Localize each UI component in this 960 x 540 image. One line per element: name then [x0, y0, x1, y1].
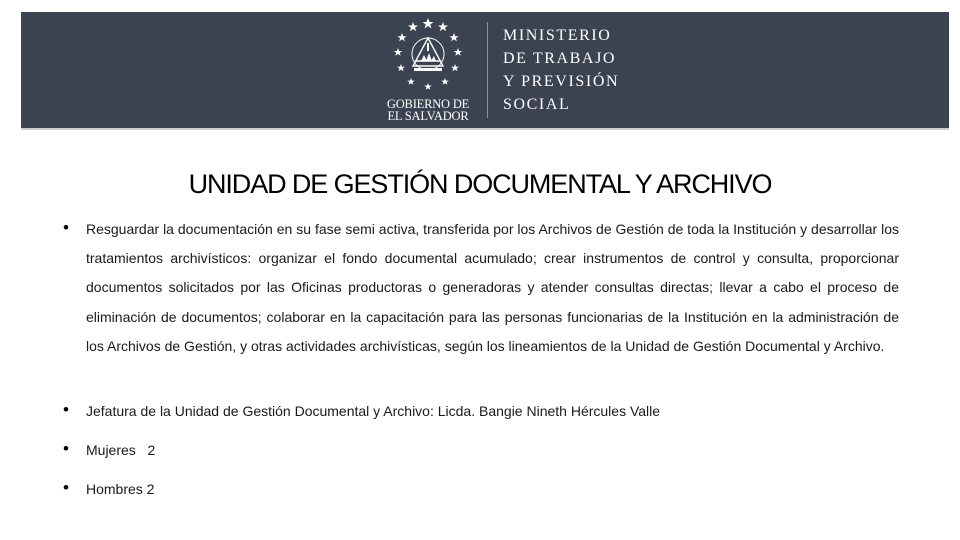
gobierno-line-2: EL SALVADOR: [387, 109, 469, 123]
star-icon: [449, 33, 458, 41]
bullet-icon: •: [63, 439, 69, 458]
gobierno-line-1: GOBIERNO DE: [386, 97, 470, 111]
star-icon: [408, 22, 418, 31]
star-icon: [397, 64, 405, 71]
description-paragraph: Resguardar la documentación en su fase semi activa, transferida por los Archivos de Gestión de toda la Institución y desarrollar los tratamientos archivísticos: organizar el fondo documental acumulado; crear instrumentos de control y consulta, proporcionar documentos solicitados por las Oficinas productoras o generadoras y atender consultas directas; llevar a cabo el proceso de eliminación de documentos; colaborar en la capacitación para las personas funcionarias de la Institución en la administración de los Archivos de Gestión, y otras actividades archivísticas, según los lineamientos de la Unidad de Gestión Documental y Archivo.: [86, 221, 899, 354]
hombres-item: Hombres 2: [86, 481, 155, 497]
star-icon: [397, 33, 406, 41]
ministry-line: Y PREVISIÓN: [503, 73, 620, 90]
ministry-line: MINISTERIO: [503, 27, 612, 44]
mujeres-item: Mujeres 2: [86, 442, 156, 458]
star-icon: [394, 48, 403, 56]
star-icon: [451, 64, 459, 71]
gobierno-label: [378, 98, 478, 122]
star-icon: [438, 22, 448, 31]
header-banner: [21, 12, 949, 128]
bullet-icon: •: [63, 478, 69, 497]
page-title: UNIDAD DE GESTIÓN DOCUMENTAL Y ARCHIVO: [188, 169, 772, 199]
star-icon: [407, 78, 415, 85]
ministry-line: DE TRABAJO: [503, 50, 617, 67]
coat-of-arms-icon: [388, 16, 468, 94]
star-icon: [423, 18, 434, 29]
bullet-icon: •: [63, 400, 69, 419]
header-divider-line: [21, 128, 949, 130]
star-icon: [424, 83, 432, 90]
star-icon: [454, 48, 463, 56]
bullet-icon: •: [63, 218, 69, 237]
logo-divider: [487, 22, 488, 118]
jefatura-item: Jefatura de la Unidad de Gestión Documental y Archivo: Licda. Bangie Nineth Hércules Valle: [86, 403, 661, 419]
ministry-line: SOCIAL: [503, 96, 571, 113]
star-icon: [441, 78, 449, 85]
ministry-name: [503, 24, 619, 116]
